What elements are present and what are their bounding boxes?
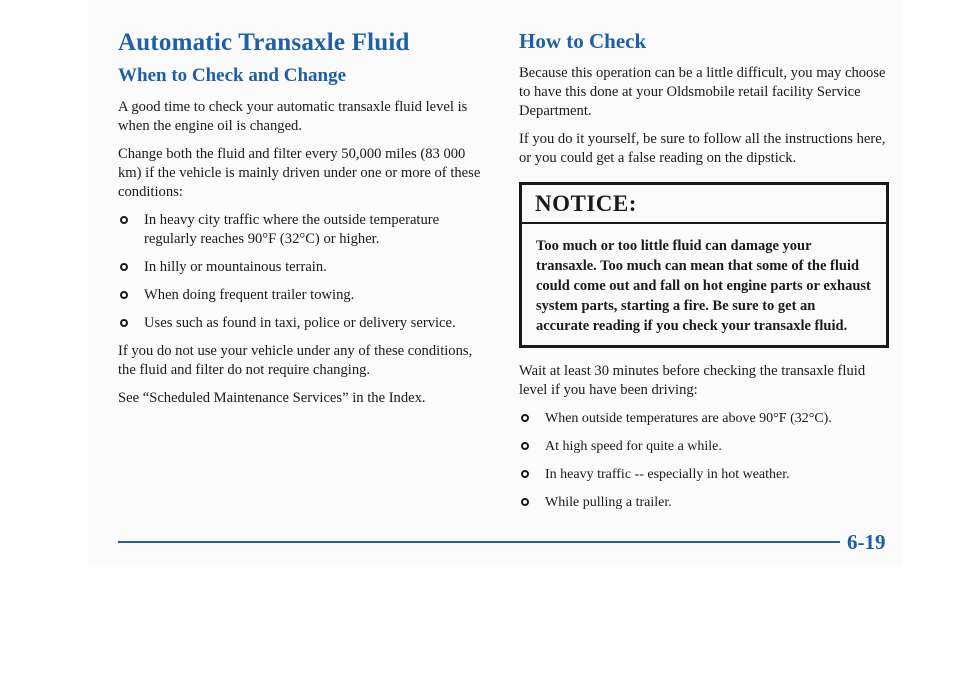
list-item-text: In hilly or mountainous terrain.	[144, 259, 327, 275]
section-title: Automatic Transaxle Fluid	[118, 29, 410, 56]
list-item-text: In heavy city traffic where the outside temperature regularly reaches 90°F (32°C) or higher.	[144, 212, 440, 247]
bullet-icon	[120, 319, 128, 327]
left-column	[118, 28, 488, 417]
driving-conditions-list	[519, 409, 889, 512]
bullet-icon	[521, 414, 529, 422]
bullet-icon	[120, 263, 128, 271]
bullet-icon	[120, 291, 128, 299]
paragraph: Change both the fluid and filter every 50,000 miles (83 000 km) if the vehicle is mainly driven under one or more of these conditions:	[118, 146, 481, 200]
page-number: 6-19	[847, 530, 886, 554]
paragraph: If you do not use your vehicle under any of these conditions, the fluid and filter do not require changing.	[118, 343, 473, 378]
paragraph: A good time to check your automatic transaxle fluid level is when the engine oil is changed.	[118, 99, 468, 134]
list-item-text: At high speed for quite a while.	[545, 439, 722, 454]
notice-body: Too much or too little fluid can damage your transaxle. Too much can mean that some of the fluid could come out and fall on hot engine parts or exhaust system parts, starting a fire. Be sure to get an accurate reading if you check your transaxle fluid.	[536, 238, 871, 334]
conditions-list	[118, 211, 488, 333]
paragraph: If you do it yourself, be sure to follow all the instructions here, or you could get a false reading on the dipstick.	[519, 131, 886, 166]
right-column	[519, 28, 889, 521]
list-item	[519, 493, 889, 512]
notice-box	[519, 182, 889, 348]
list-item-text: While pulling a trailer.	[545, 495, 672, 510]
paragraph: See “Scheduled Maintenance Services” in the Index.	[118, 390, 426, 406]
list-item	[118, 211, 488, 249]
list-item	[118, 314, 488, 333]
bullet-icon	[521, 498, 529, 506]
list-item-text: In heavy traffic -- especially in hot weather.	[545, 467, 790, 482]
list-item-text: When outside temperatures are above 90°F (32°C).	[545, 411, 832, 426]
list-item	[118, 258, 488, 277]
bullet-icon	[521, 442, 529, 450]
paragraph: Wait at least 30 minutes before checking the transaxle fluid level if you have been driving:	[519, 363, 866, 398]
footer-rule	[118, 541, 840, 543]
notice-heading: NOTICE:	[522, 185, 886, 224]
subsection-title: When to Check and Change	[118, 65, 347, 86]
bullet-icon	[521, 470, 529, 478]
list-item	[519, 437, 889, 456]
list-item-text: When doing frequent trailer towing.	[144, 287, 355, 303]
list-item	[519, 409, 889, 428]
list-item	[519, 465, 889, 484]
paragraph: Because this operation can be a little difficult, you may choose to have this done at your Oldsmobile retail facility Service Department.	[519, 65, 886, 119]
subsection-title: How to Check	[519, 29, 647, 53]
list-item-text: Uses such as found in taxi, police or delivery service.	[144, 315, 456, 331]
list-item	[118, 286, 488, 305]
bullet-icon	[120, 216, 128, 224]
